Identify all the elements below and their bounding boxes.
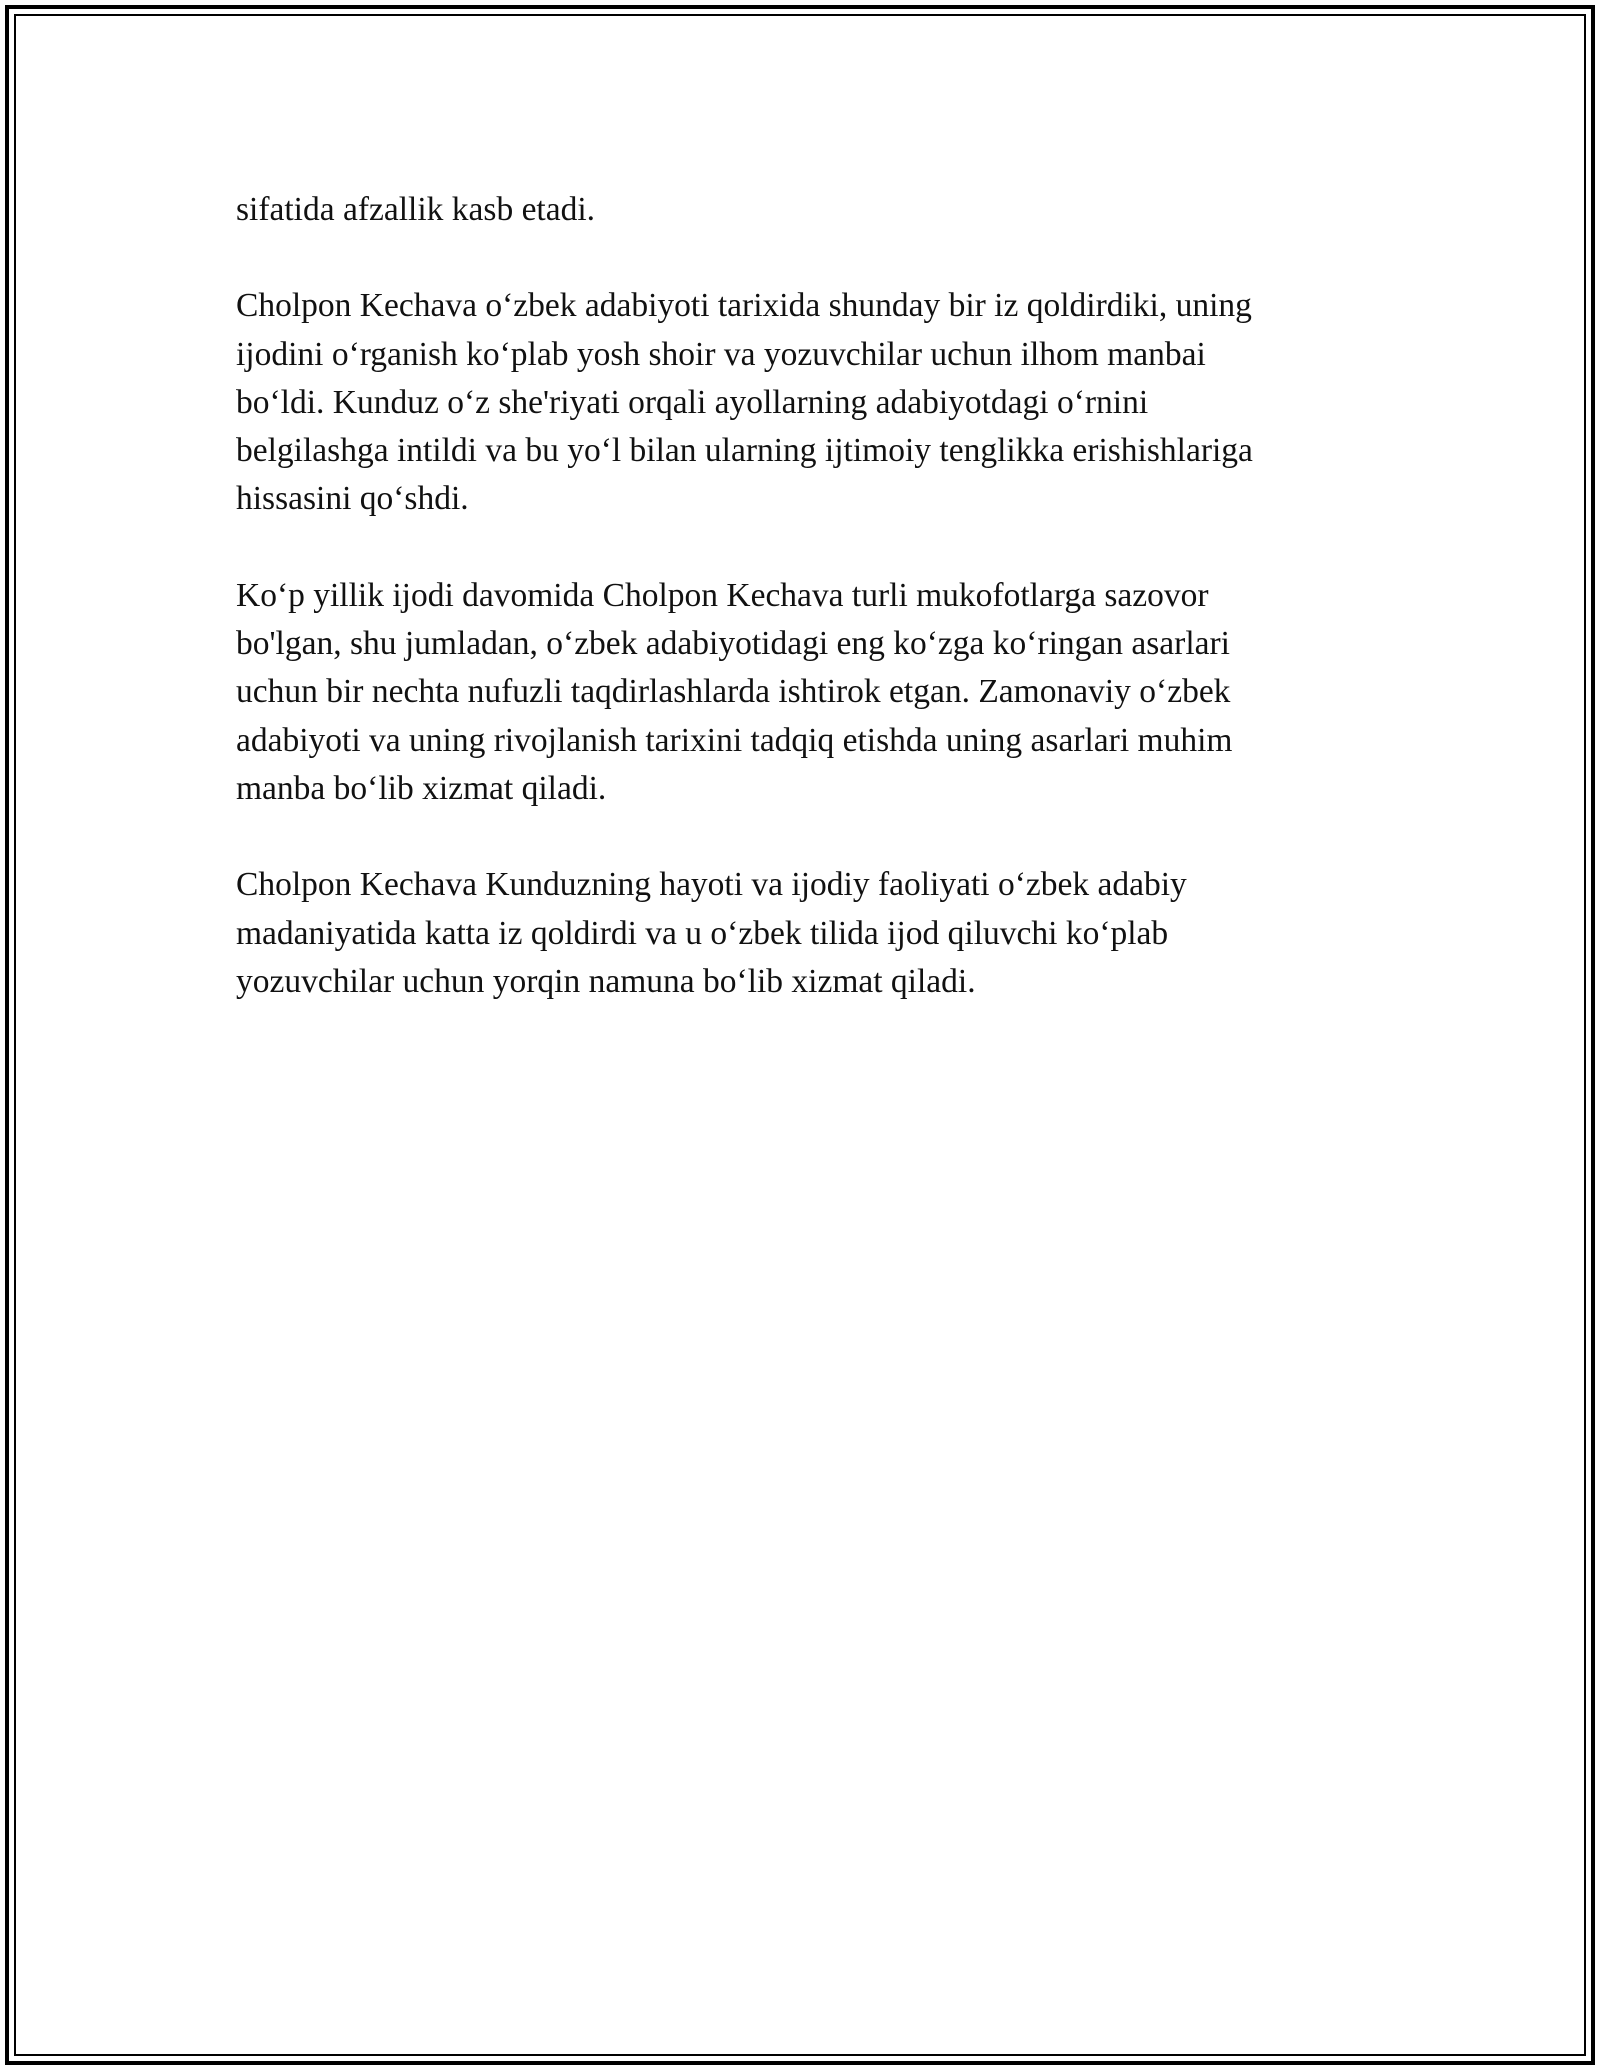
paragraph-line: bo'lgan, shu jumladan, o‘zbek adabiyotidagi eng ko‘zga ko‘ringan asarlari xyxy=(236,625,1230,663)
paragraph-line: manba bo‘lib xizmat qiladi. xyxy=(236,769,607,807)
paragraph-line: yozuvchilar uchun yorqin namuna bo‘lib xizmat qiladi. xyxy=(236,962,976,1000)
paragraph-line: Cholpon Kechava o‘zbek adabiyoti tarixida shunday bir iz qoldirdiki, uning xyxy=(236,287,1252,325)
paragraph-line: Cholpon Kechava Kunduzning hayoti va ijodiy faoliyati o‘zbek adabiy xyxy=(236,866,1187,904)
paragraph-line: sifatida afzallik kasb etadi. xyxy=(236,191,596,228)
paragraph-line: belgilashga intildi va bu yo‘l bilan ularning ijtimoiy tenglikka erishishlariga xyxy=(236,432,1253,470)
document-body xyxy=(236,186,1366,1054)
paragraph-3 xyxy=(236,572,1366,813)
paragraph-line: hissasini qo‘shdi. xyxy=(236,480,469,518)
paragraph-4 xyxy=(236,861,1366,1006)
paragraph-line: adabiyoti va uning rivojlanish tarixini tadqiq etishda uning asarlari muhim xyxy=(236,721,1233,759)
paragraph-2 xyxy=(236,282,1366,523)
paragraph-line: madaniyatida katta iz qoldirdi va u o‘zbek tilida ijod qiluvchi ko‘plab xyxy=(236,914,1169,952)
paragraph-line: ijodini o‘rganish ko‘plab yosh shoir va yozuvchilar uchun ilhom manbai xyxy=(236,335,1206,373)
paragraph-line: uchun bir nechta nufuzli taqdirlashlarda ishtirok etgan. Zamonaviy o‘zbek xyxy=(236,673,1231,711)
paragraph-line: bo‘ldi. Kunduz o‘z she'riyati orqali ayollarning adabiyotdagi o‘rnini xyxy=(236,383,1149,421)
paragraph-line: Ko‘p yillik ijodi davomida Cholpon Kechava turli mukofotlarga sazovor xyxy=(236,576,1209,614)
paragraph-1 xyxy=(236,186,1366,234)
